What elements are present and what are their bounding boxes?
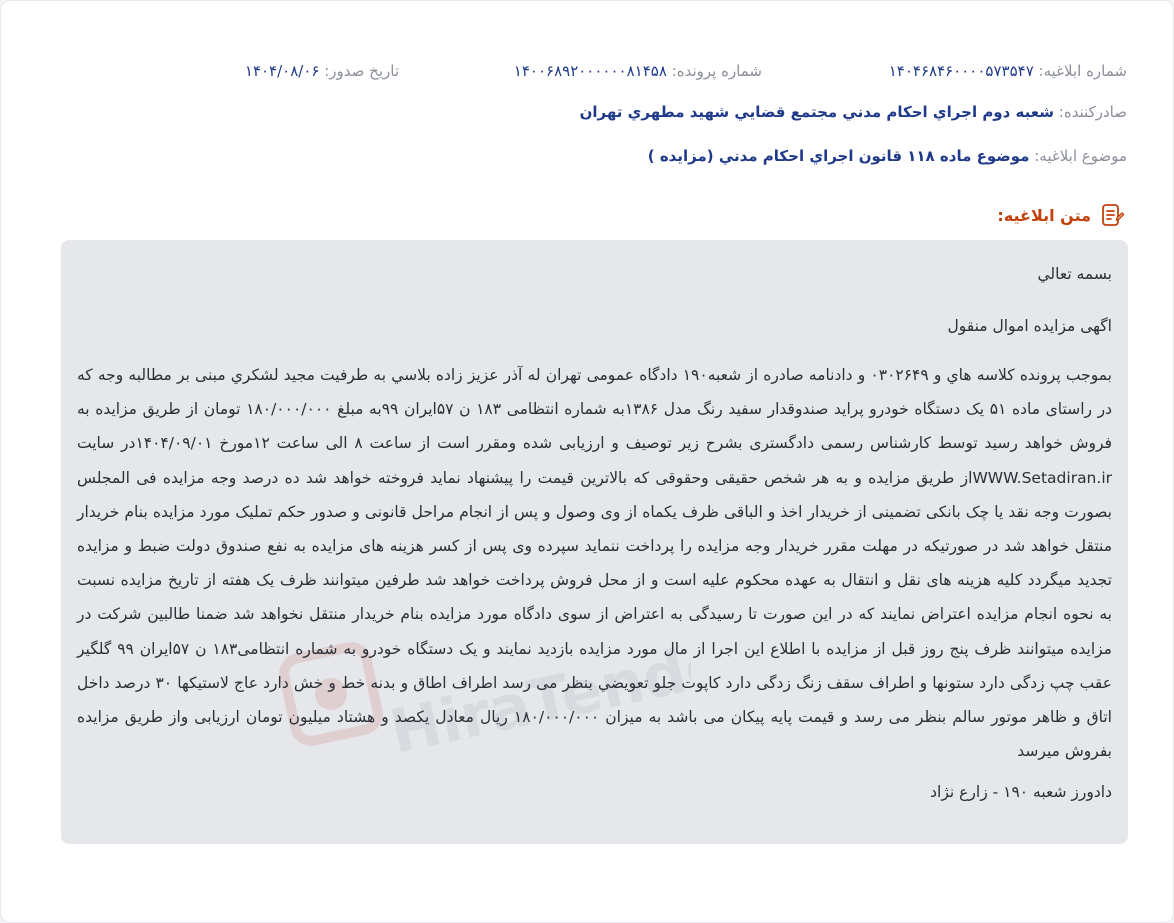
subject-value: موضوع ماده ۱۱۸ قانون اجراي احكام مدني (مزايده ) (647, 147, 1030, 165)
issuer-row (47, 99, 1127, 125)
subject-label: موضوع ابلاغيه: (1034, 147, 1127, 165)
notice-signature: دادورز شعبه ۱۹۰ - زارع نژاد (930, 783, 1112, 801)
issue-date (245, 59, 399, 83)
notice-number (889, 59, 1127, 83)
issue-date-label: تاریخ صدور: (324, 62, 399, 80)
meta-row (47, 59, 1127, 83)
watermark-text: HiraTender.net (384, 612, 691, 768)
case-number-label: شماره پرونده: (671, 62, 762, 80)
document-text-icon (1099, 202, 1125, 228)
case-number (514, 59, 762, 83)
notice-body-label: متن ابلاغيه: (997, 205, 1091, 225)
notice-number-value: ۱۴۰۴۶۸۴۶۰۰۰۰۵۷۳۵۴۷ (888, 62, 1034, 80)
issue-date-value: ۱۴۰۴/۰۸/۰۶ (244, 62, 320, 80)
issuer-value: شعبه دوم اجراي احكام مدني مجتمع قضايي شهيد مطهري تهران (579, 103, 1054, 121)
case-number-value: ۱۴۰۰۶۸۹۲۰۰۰۰۰۰۸۱۴۵۸ (513, 62, 667, 80)
notice-paragraph: بموجب پرونده كلاسه هاي و ۰۳۰۲۶۴۹ و دادنامه صادره از شعبه۱۹۰ دادگاه عمومی تهران له آذر عزيز زاده بلاسي به طرفيت مجيد لشكري مبنی بر مطالبه وجه كه در راستای ماده ۵۱ یک دستگاه خودرو پرايد صندوقدار سفيد رنگ مدل ۱۳۸۶به شماره انتظامی ۱۸۳ ن ۵۷ايران ۹۹به مبلغ ۱۸۰/۰۰۰/۰۰۰ تومان از طریق مزایده به فروش خواهد رسید توسط کارشناس رسمی دادگستری بشرح زیر توصیف و ارزیابی شده ومقرر است از ساعت ۸ الی ساعت ۱۲مورخ ۱۴۰۴/۰۹/۰۱در سایت WWW.Setadiran.irاز طریق مزایده و به هر شخص حقیقی وحقوقی که بالاترین قیمت را پیشنهاد نماید فروخته خواهد شد ده درصد وجه مزایده فی المجلس بصورت وجه نقد یا چک بانکی تضمینی از خریدار اخذ و الباقی ظرف یکماه از وی وصول و پس از انجام مراحل قانونی و صدور حکم تملیک مورد مزایده بنام خریدار منتقل خواهد شد در صورتیکه در مهلت مقرر خریدار وجه مزایده را پرداخت ننماید سپرده وی پس از کسر هزینه های مزایده به نفع صندوق دولت ضبط و مزایده تجدید میگردد کلیه هزینه های نقل و انتقال به عهده محکوم علیه است و از محل فروش پرداخت خواهد شد طرفین میتوانند ظرف یک هفته از تاریخ مزایده نسبت به نحوه انجام مزایده اعتراض نمایند که در این صورت تا رسیدگی به اعتراض از سوی دادگاه مورد مزایده بنام خریدار منتقل نخواهد شد ضمنا طالبین شرکت در مزایده میتوانند ظرف پنج روز قبل از مزایده با اطلاع این اجرا از مال مورد مزایده بازدید نمایند و یک دستگاه خودرو به شماره انتظامی۱۸۳ ن ۵۷ایران ۹۹ گلگیر عقب چپ زدگی دارد ستونها و اطراف سقف زنگ زدگی دارد كاپوت جلو تعويضي بنظر می رسد اطراف اطاق و بدنه خط و خش دارد عاج لاستيكها ۳۰ درصد داخل اتاق و ظاهر موتور سالم بنظر می رسد و قيمت پايه پيكان می باشد به ميزان ۱۸۰/۰۰۰/۰۰۰ ريال معادل يكصد و هشتاد ميليون تومان ارزيابی واز طريق مزايده بفروش ميرسد (77, 366, 1113, 761)
notice-body-header (997, 201, 1125, 229)
notice-greeting: بسمه تعالي (1037, 265, 1112, 283)
notice-number-label: شماره ابلاغيه: (1038, 62, 1127, 80)
subject-row (47, 143, 1127, 169)
notice-body-panel (61, 240, 1128, 844)
issuer-label: صادرکننده: (1058, 103, 1127, 121)
notice-heading: اگهی مزایده اموال منقول (947, 317, 1112, 335)
